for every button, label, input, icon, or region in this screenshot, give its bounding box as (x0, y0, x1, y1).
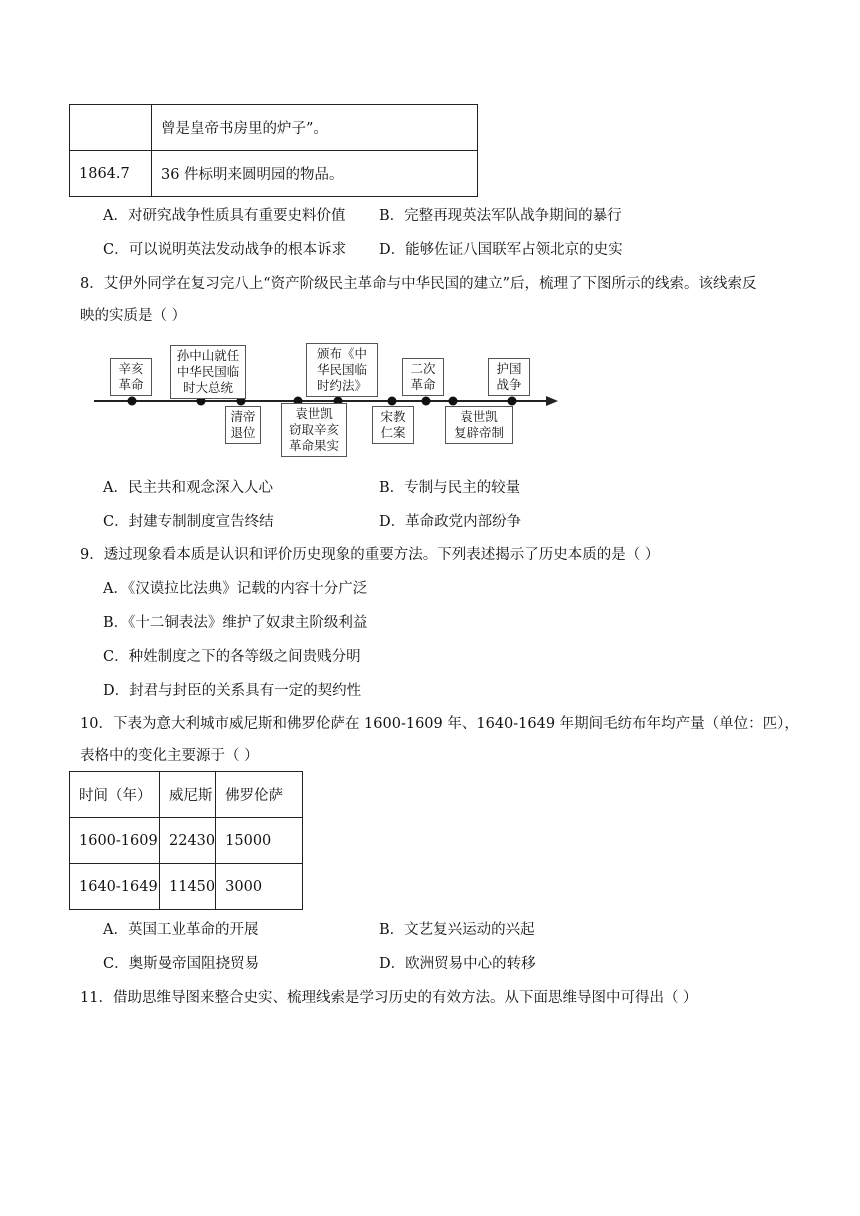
q7-row2-content: 36 件标明来圆明园的物品。 (152, 151, 478, 197)
event-yuan-restoration: 袁世凯 复辟帝制 (445, 406, 513, 444)
q10-cell: 11450 (160, 864, 216, 910)
q10-option-c[interactable]: C．奥斯曼帝国阻挠贸易 (103, 956, 260, 972)
q10-option-a[interactable]: A．英国工业革命的开展 (103, 922, 259, 938)
event-song-jiaoren-case: 宋教 仁案 (372, 406, 414, 444)
q7-row1-time (70, 105, 152, 151)
q10-cell: 22430 (160, 818, 216, 864)
q10-cell: 1640-1649 (70, 864, 160, 910)
event-xinhai-revolution: 辛亥 革命 (110, 358, 152, 396)
timeline-dot (388, 397, 397, 406)
q11-stem: 11．借助思维导图来整合史实、梳理线索是学习历史的有效方法。从下面思维导图中可得出（ ） (80, 990, 698, 1006)
q7-option-b[interactable]: B．完整再现英法军队战争期间的暴行 (379, 208, 622, 224)
q10-header-time: 时间（年） (70, 772, 160, 818)
q7-row2-time: 1864.7 (70, 151, 152, 197)
q10-option-b[interactable]: B．文艺复兴运动的兴起 (379, 922, 535, 938)
timeline-dot (128, 397, 137, 406)
q7-option-a[interactable]: A．对研究战争性质具有重要史料价值 (103, 208, 346, 224)
event-national-protection-war: 护国 战争 (488, 358, 530, 396)
q8-stem-line1: 8．艾伊外同学在复习完八上“资产阶级民主革命与中华民国的建立”后，梳理了下图所示的线索。该线索反 (80, 276, 757, 292)
q10-option-d[interactable]: D．欧洲贸易中心的转移 (379, 956, 536, 972)
q9-option-c[interactable]: C．种姓制度之下的各等级之间贵贱分明 (103, 649, 361, 665)
event-yuan-usurp: 袁世凯 窃取辛亥 革命果实 (281, 403, 347, 457)
q9-stem: 9．透过现象看本质是认识和评价历史现象的重要方法。下列表述揭示了历史本质的是（ ） (80, 547, 660, 563)
q8-option-b[interactable]: B．专制与民主的较量 (379, 480, 521, 496)
table-row (70, 864, 303, 910)
timeline-dot (508, 397, 517, 406)
q8-option-d[interactable]: D．革命政党内部纷争 (379, 514, 522, 530)
q10-production-table (69, 771, 303, 910)
q9-option-a[interactable]: A．《汉谟拉比法典》记载的内容十分广泛 (103, 581, 368, 597)
q10-cell: 3000 (216, 864, 303, 910)
table-row (70, 818, 303, 864)
q10-stem-line1: 10．下表为意大利城市威尼斯和佛罗伦萨在 1600-1609 年、1640-1649 年期间毛纺布年均产量（单位：匹）， (80, 716, 799, 732)
q8-option-a[interactable]: A．民主共和观念深入人心 (103, 480, 273, 496)
timeline-arrow-icon (546, 396, 558, 406)
q7-option-c[interactable]: C．可以说明英法发动战争的根本诉求 (103, 242, 347, 258)
q9-option-b[interactable]: B．《十二铜表法》维护了奴隶主阶级利益 (103, 615, 368, 631)
q7-source-table (69, 104, 478, 197)
q10-cell: 1600-1609 (70, 818, 160, 864)
q9-option-d[interactable]: D．封君与封臣的关系具有一定的契约性 (103, 683, 362, 699)
q10-header-florence: 佛罗伦萨 (216, 772, 303, 818)
q7-row1-content: 曾是皇帝书房里的炉子”。 (152, 105, 478, 151)
q10-header-venice: 威尼斯 (160, 772, 216, 818)
q8-stem-line2: 映的实质是（ ） (80, 308, 187, 324)
q7-option-d[interactable]: D．能够佐证八国联军占领北京的史实 (379, 242, 623, 258)
q10-stem-line2: 表格中的变化主要源于（ ） (80, 748, 259, 764)
event-sun-yatsen-president: 孙中山就任 中华民国临 时大总统 (170, 345, 246, 399)
event-provisional-constitution: 颁布《中 华民国临 时约法》 (306, 343, 378, 397)
timeline-dot (422, 397, 431, 406)
event-second-revolution: 二次 革命 (402, 358, 444, 396)
q10-cell: 15000 (216, 818, 303, 864)
q8-option-c[interactable]: C．封建专制制度宣告终结 (103, 514, 274, 530)
event-qing-abdication: 清帝 退位 (225, 406, 261, 444)
timeline-dot (449, 397, 458, 406)
